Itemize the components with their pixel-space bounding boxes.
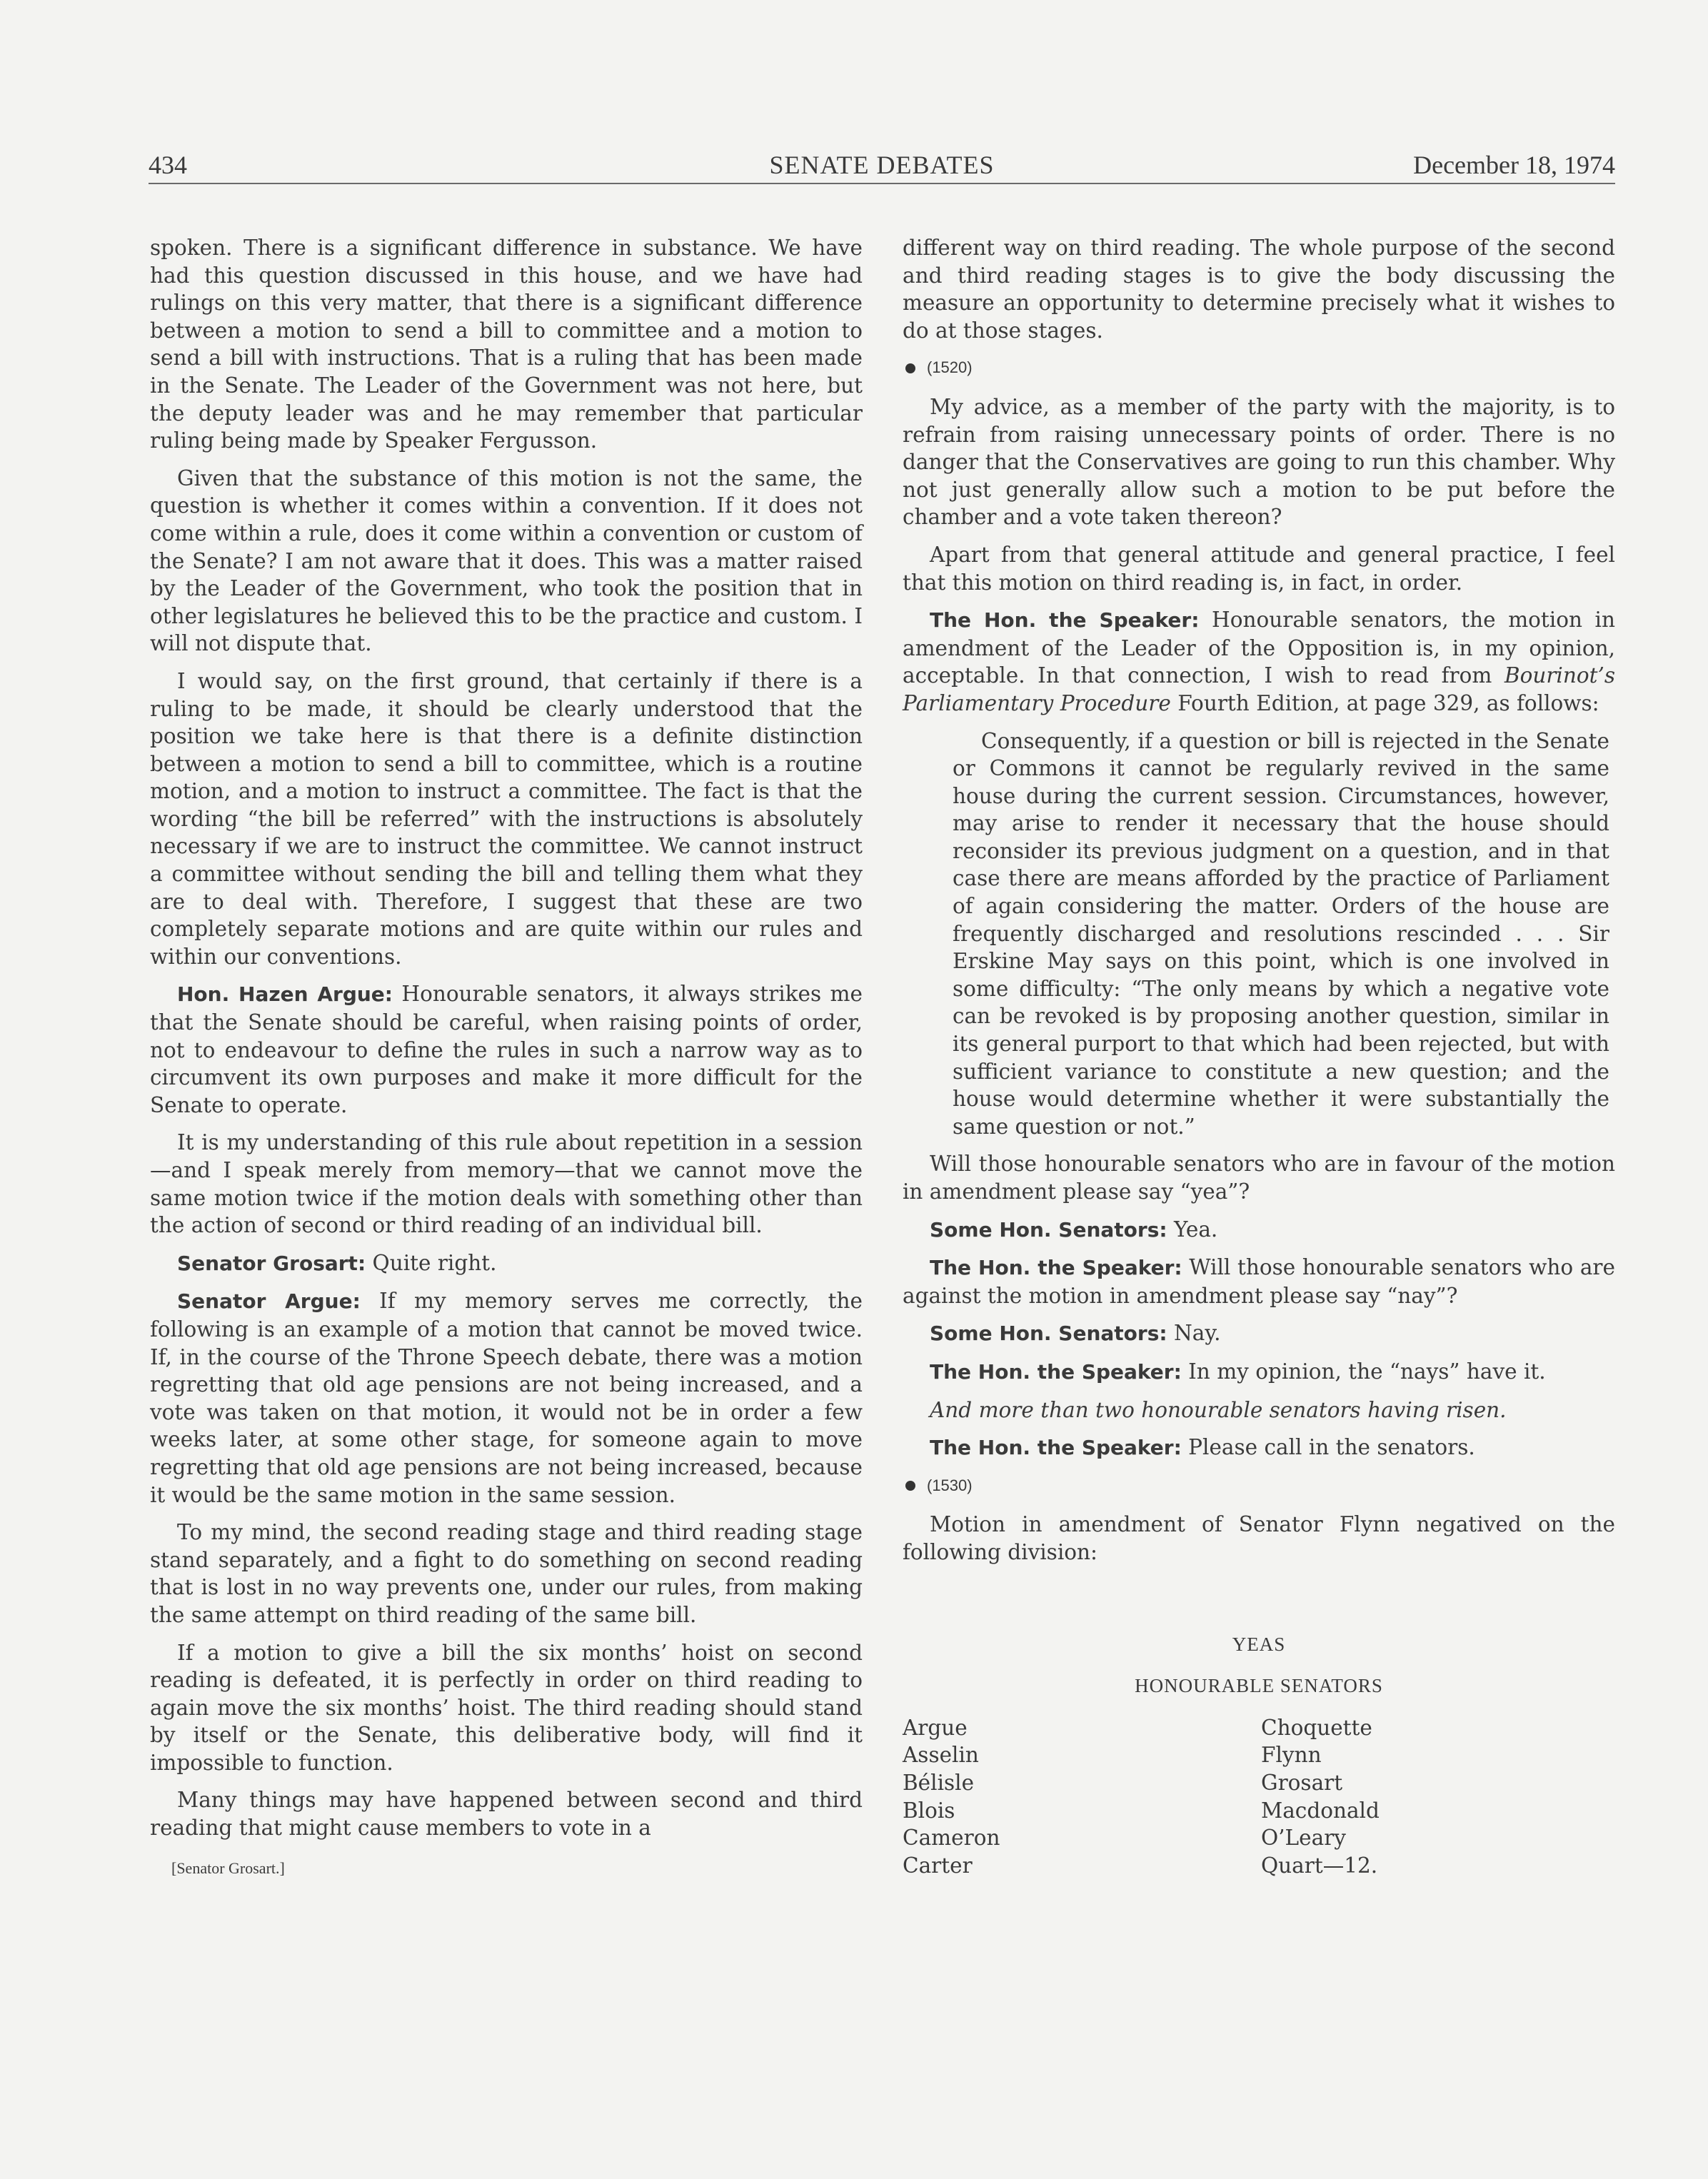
senators-heading: HONOURABLE SENATORS [1135,1675,1383,1697]
senator-name: Cameron [903,1826,1000,1851]
left-column [150,234,863,1882]
paragraph: Will those honourable senators who are in favour of the motion in amendment please say “yea”? [903,1152,1615,1204]
senator-name: Asselin [903,1743,979,1768]
right-column [903,234,1615,1879]
paragraph: different way on third reading. The whole purpose of the second and third reading stages is to give the body discussing the measure an opportunity to determine precisely what it wishes to do at those stages. [903,236,1615,343]
page-footer-attribution: [Senator Grosart.] [171,1858,285,1877]
time-marker [903,1472,1615,1500]
senator-name: Flynn [1261,1743,1322,1768]
senator-name: Grosart [1261,1770,1343,1795]
publication-title: SENATE DEBATES [769,151,995,179]
speech-text: Will those honourable senators who are against the motion in amendment please say “nay”? [903,1255,1615,1308]
paragraph: Apart from that general attitude and general practice, I feel that this motion on third reading is, in fact, in order. [903,542,1615,595]
paragraph [903,1434,1615,1462]
names-grid [903,1714,1615,1880]
speech-text: If my memory serves me correctly, the following is an example of a motion that cannot be moved twice. If, in the course of the Throne Speech debate, there was a motion regretting that old age pensions are not being increased, and a vote was taken on that motion, it would not be in order a few weeks later, at some other stage, for someone again to move regretting that old age pensions are not being increased, because it would be the same motion in the same session. [150,1289,863,1507]
speaker-name: Some Hon. Senators: [930,1322,1167,1346]
senator-name: Argue [903,1715,968,1740]
senator-name: Blois [903,1798,955,1823]
speech-text: Honourable senators, the motion in amendment of the Leader of the Opposition is, in my opinion, acceptable. In that connection, I wish to read from [903,608,1615,688]
speech-text: Please call in the senators. [1181,1435,1475,1460]
names-column-1 [903,1714,1261,1880]
time-marker [903,354,1615,382]
senator-name: Bélisle [903,1770,975,1795]
paragraph: spoken. There is a significant difference in substance. We have had this question discussed in this house, and we have had rulings on this very matter, that there is a significant difference between a motion to send a bill to committee and a motion to send a bill with instructions. That is a ruling that has been made in the Senate. The Leader of the Government was not here, but the deputy leader was and he may remember that particular ruling being made by Speaker Fergusson. [150,236,863,453]
speaker-name: The Hon. the Speaker: [930,1436,1182,1460]
paragraph: Many things may have happened between second and third reading that might cause members to vote in a [150,1788,863,1841]
paragraph [903,606,1615,717]
speech-text: Honourable senators, it always strikes me that the Senate should be careful, when raising points of order, not to endeavour to define the rules in such a narrow way as to circumvent its own purposes and make it more difficult for the Senate to operate. [150,982,863,1117]
speaker-name: Senator Argue: [177,1289,361,1314]
stage-direction [903,1397,1615,1424]
speech-text: Quite right. [366,1250,497,1275]
issue-date: December 18, 1974 [1413,151,1615,179]
stage-direction-text: And more than two honourable senators having risen. [930,1397,1507,1422]
page-header [149,147,1615,184]
paragraph [150,1287,863,1509]
division-list [903,1631,1615,1880]
speaker-name: The Hon. the Speaker: [930,1256,1182,1280]
senator-name: O’Leary [1261,1826,1346,1851]
paragraph [903,1254,1615,1309]
block-quote [903,728,1615,1141]
paragraph: My advice, as a member of the party with the majority, is to refrain from raising unnecessary points of order. There is no danger that the Conservatives are going to run this chamber. Why not just generally allow such a motion to be put before the chamber and a vote taken thereon? [903,394,1615,530]
paragraph: It is my understanding of this rule about repetition in a session—and I speak merely from memory—that we cannot move the same motion twice if the motion deals with something other than the action of second or third reading of an individual bill. [150,1130,863,1238]
senator-name: Macdonald [1261,1798,1380,1823]
paragraph: Given that the substance of this motion is not the same, the question is whether it comes within a convention. If it does not come within a rule, does it come within a convention or custom of the Senate? I am not aware that it does. This was a matter raised by the Leader of the Government, who took the position that in other legislatures he believed this to be the practice and custom. I will not dispute that. [150,466,863,656]
paragraph [150,980,863,1119]
page-number: 434 [149,151,187,179]
time-marker-text: (1530) [927,1476,973,1494]
speaker-name: Senator Grosart: [177,1251,366,1275]
speaker-name: The Hon. the Speaker: [930,1359,1182,1384]
senator-name: Quart—12. [1261,1853,1378,1878]
names-column-2 [1261,1714,1615,1880]
paragraph: If a motion to give a bill the six months’ hoist on second reading is defeated, it is perfectly in order on third reading to again move the six months’ hoist. The third reading should stand by itself or the Senate, this deliberative body, will find it impossible to function. [150,1640,863,1775]
speech-text: Yea. [1167,1217,1218,1242]
paragraph [150,1249,863,1278]
yeas-heading: YEAS [1232,1633,1286,1655]
speaker-name: The Hon. the Speaker: [930,608,1200,633]
book-title: Bourinot’s Parliamentary Procedure [903,663,1615,715]
senator-name: Carter [903,1853,973,1878]
bullet-icon [905,363,915,373]
speech-text: Nay. [1167,1321,1221,1346]
paragraph [903,1358,1615,1387]
bullet-icon [905,1481,915,1491]
speech-text: Fourth Edition, at page 329, as follows: [1170,690,1599,715]
paragraph: I would say, on the first ground, that certainly if there is a ruling to be made, it should be clearly understood that the position we take here is that there is a definite distinction between a motion to send a bill to committee, which is a routine motion, and a motion to instruct a committee. The fact is that the wording “the bill be referred” with the instructions is absolutely necessary if we are to instruct the committee. We cannot instruct a committee without sending the bill and telling them what they are to deal with. Therefore, I suggest that these are two completely separate motions and are quite within our rules and within our conventions. [150,668,863,969]
speaker-name: Some Hon. Senators: [930,1217,1167,1242]
paragraph: To my mind, the second reading stage and third reading stage stand separately, and a fight to do something on second reading that is lost in no way prevents one, under our rules, from making the same attempt on third reading of the same bill. [150,1520,863,1627]
speaker-name: Hon. Hazen Argue: [177,982,393,1007]
senator-name: Choquette [1261,1715,1372,1740]
paragraph: Motion in amendment of Senator Flynn negatived on the following division: [903,1512,1615,1564]
paragraph [903,1216,1615,1244]
quote-text: Consequently, if a question or bill is rejected in the Senate or Commons it cannot be regularly revived in the same house during the current session. Circumstances, however, may arise to render it necessary that the house should reconsider its previous judgment on a question, and in that case there are means afforded by the practice of Parliament of again considering the matter. Orders of the house are frequently discharged and resolutions rescinded . . . Sir Erskine May says on this point, which is one involved in some difficulty: “The only means by which a negative vote can be revoked is by proposing another question, similar in its general purport to that which had been rejected, but with sufficient variance to constitute a new question; and the house would determine whether it were substantially the same question or not.” [953,728,1609,1139]
time-marker-text: (1520) [927,358,973,377]
speech-text: In my opinion, the “nays” have it. [1181,1359,1546,1384]
paragraph [903,1319,1615,1348]
